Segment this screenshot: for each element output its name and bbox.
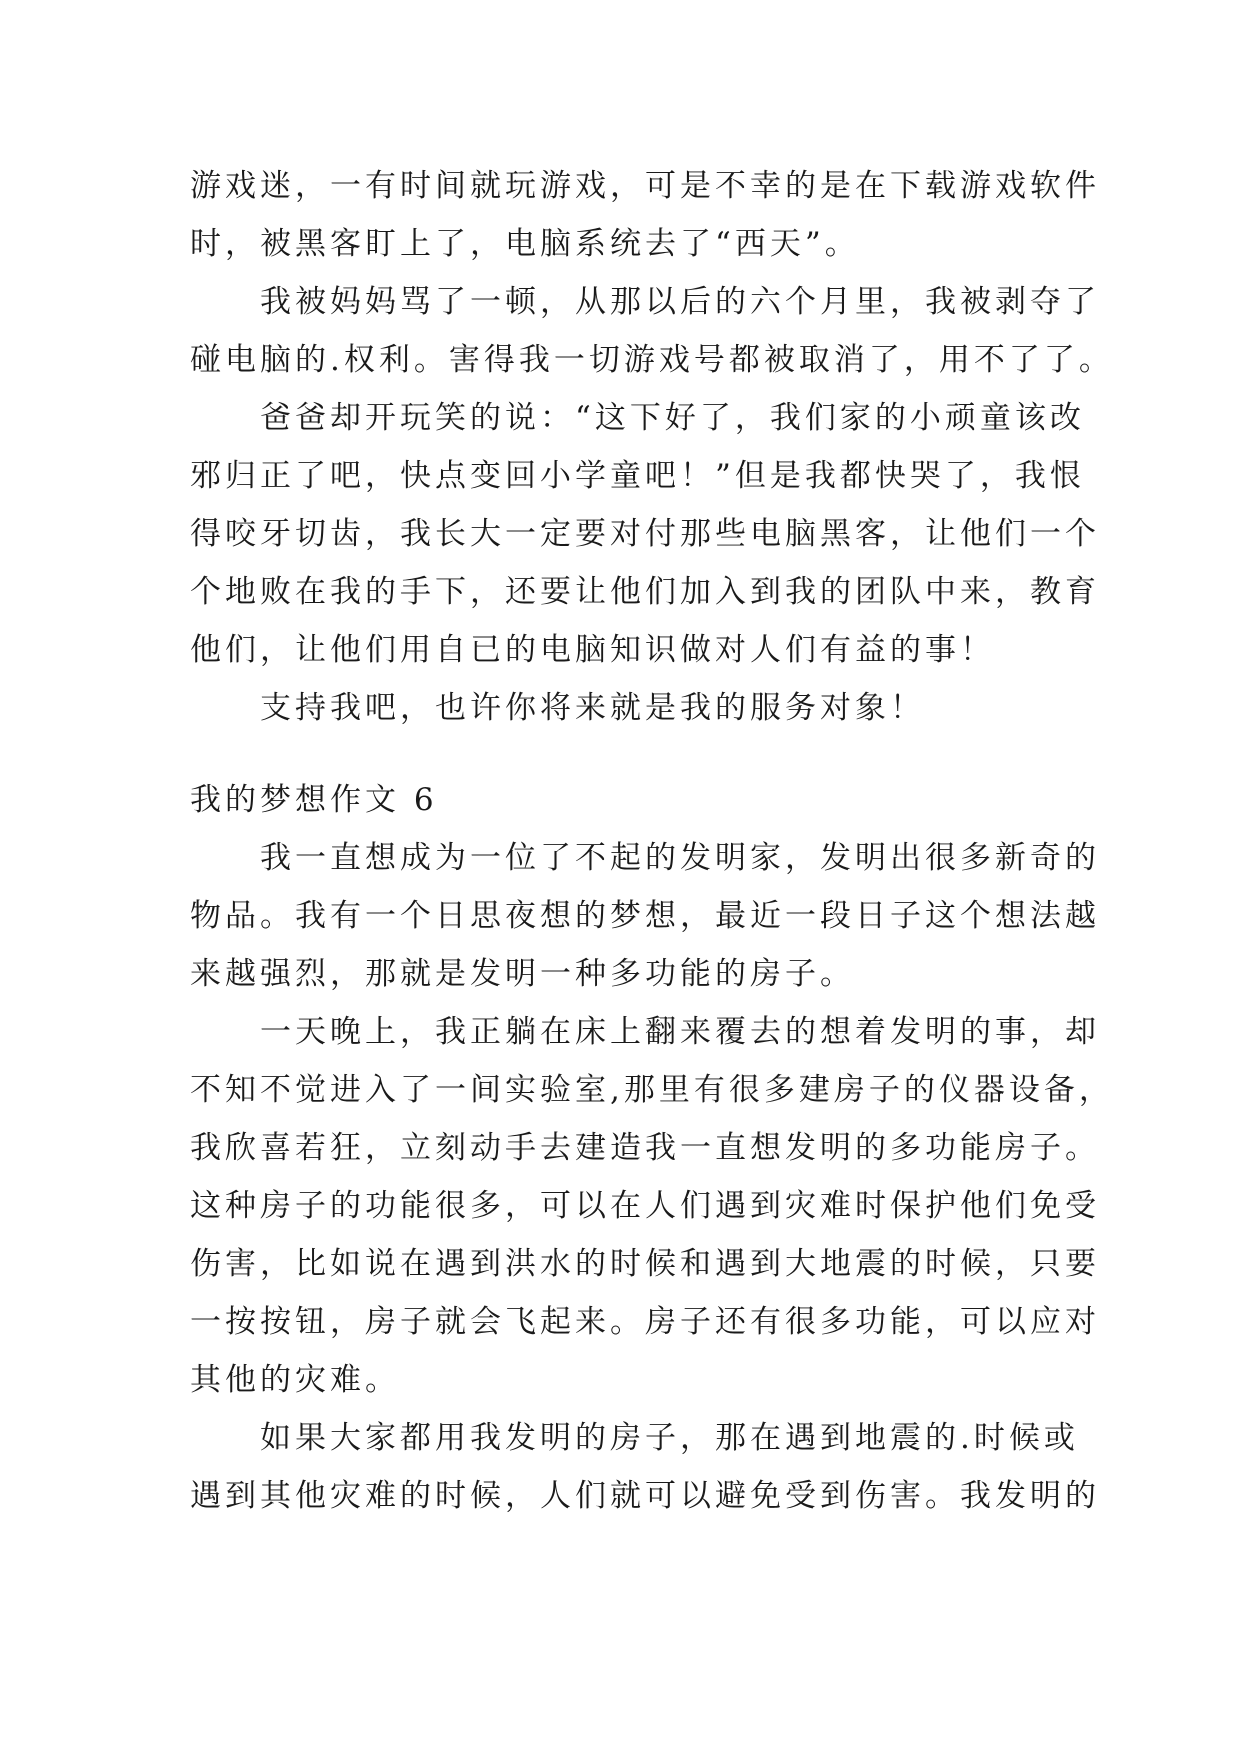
text-line: 物品。我有一个日思夜想的梦想，最近一段日子这个想法越 — [190, 898, 1100, 934]
text-line: 他们，让他们用自已的电脑知识做对人们有益的事！ — [190, 632, 995, 668]
text-line: 来越强烈，那就是发明一种多功能的房子。 — [190, 956, 855, 992]
section-title: 我的梦想作文 6 — [190, 782, 438, 818]
text-line: 时，被黑客盯上了，电脑系统去了“西天”。 — [190, 226, 860, 262]
text-line: 我被妈妈骂了一顿，从那以后的六个月里，我被剥夺了 — [190, 284, 1100, 320]
text-line: 邪归正了吧，快点变回小学童吧！”但是我都快哭了，我恨 — [190, 458, 1085, 494]
text-line: 一按按钮，房子就会飞起来。房子还有很多功能，可以应对 — [190, 1304, 1100, 1340]
essay-section-6 — [190, 771, 1114, 1525]
text-line: 得咬牙切齿，我长大一定要对付那些电脑黑客，让他们一个 — [190, 516, 1100, 552]
text-line: 我一直想成为一位了不起的发明家，发明出很多新奇的 — [190, 840, 1100, 876]
text-line: 遇到其他灾难的时候，人们就可以避免受到伤害。我发明的 — [190, 1478, 1100, 1514]
text-line: 我欣喜若狂，立刻动手去建造我一直想发明的多功能房子。 — [190, 1130, 1100, 1166]
text-line: 游戏迷，一有时间就玩游戏，可是不幸的是在下载游戏软件 — [190, 168, 1100, 204]
text-line: 个地败在我的手下，还要让他们加入到我的团队中来，教育 — [190, 574, 1100, 610]
text-line: 伤害，比如说在遇到洪水的时候和遇到大地震的时候，只要 — [190, 1246, 1100, 1282]
text-line: 这种房子的功能很多，可以在人们遇到灾难时保护他们免受 — [190, 1188, 1100, 1224]
text-line: 爸爸却开玩笑的说：“这下好了，我们家的小顽童该改 — [190, 400, 1085, 436]
text-line: 一天晚上，我正躺在床上翻来覆去的想着发明的事，却 — [190, 1014, 1100, 1050]
text-line: 不知不觉进入了一间实验室,那里有很多建房子的仪器设备， — [190, 1072, 1114, 1108]
text-line: 其他的灾难。 — [190, 1362, 400, 1398]
essay-body-continued — [190, 157, 1114, 737]
text-line: 支持我吧，也许你将来就是我的服务对象！ — [190, 690, 925, 726]
text-line: 如果大家都用我发明的房子，那在遇到地震的.时候或 — [190, 1420, 1079, 1456]
text-line: 碰电脑的.权利。害得我一切游戏号都被取消了，用不了了。 — [190, 342, 1114, 378]
